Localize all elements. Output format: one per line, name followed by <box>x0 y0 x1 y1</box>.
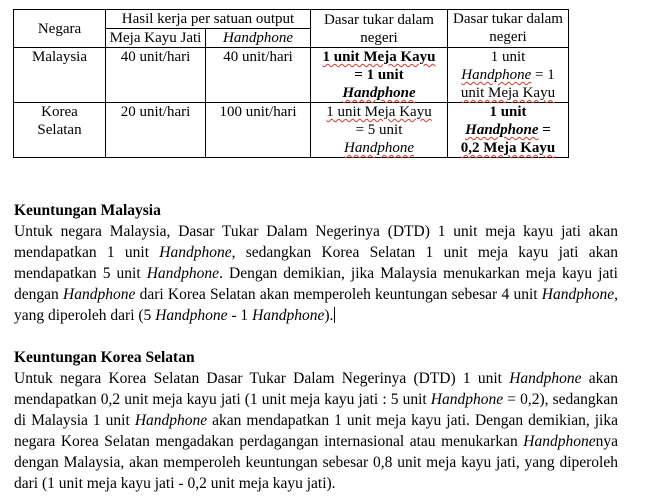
text-run: Untuk negara Malaysia, Dasar Tukar Dalam Negerinya (DTD) 1 unit meja kayu jati akan mendapatkan 1 unit <box>14 223 618 261</box>
header-meja-kayu: Meja Kayu Jati <box>106 29 206 48</box>
cell-text: Handphone <box>344 140 414 156</box>
text-run: Untuk negara Korea Selatan Dasar Tukar Dalam Negerinya (DTD) 1 unit <box>14 370 510 387</box>
text-run: akan mendapatkan 0,2 unit meja kayu jati (1 unit meja kayu jati : 5 unit <box>14 370 618 408</box>
cell-text: unit Meja Kayu <box>460 85 556 101</box>
cell-dtd-1 <box>311 103 448 158</box>
table-row <box>14 103 569 158</box>
header-hasil-kerja: Hasil kerja per satuan output <box>106 10 311 29</box>
text-run: - 1 <box>227 307 253 324</box>
text-run: Handphone <box>146 265 220 282</box>
header-negara: Negara <box>14 10 106 48</box>
cell-hp: 100 unit/hari <box>206 103 311 158</box>
text-run: ). <box>324 307 334 324</box>
text-run: Handphone <box>155 307 228 324</box>
section-title: Keuntungan Malaysia <box>14 202 161 219</box>
cell-dtd-2 <box>448 103 569 158</box>
cell-text: = 5 unit <box>355 122 403 138</box>
section-korea-selatan <box>14 348 618 494</box>
text-run: dari Korea Selatan akan memperoleh keuntungan sebesar 4 unit <box>135 286 542 303</box>
cell-text: = 1 <box>531 67 555 83</box>
cell-negara <box>14 103 106 158</box>
cell-text: 1 unit <box>489 104 527 120</box>
cell-dtd-1 <box>311 48 448 103</box>
section-title: Keuntungan Korea Selatan <box>14 349 195 366</box>
cell-text: = 1 unit <box>354 67 404 83</box>
text-cursor <box>334 307 335 323</box>
cell-text: = <box>538 122 551 138</box>
cell-text: Handphone <box>342 85 416 101</box>
comparison-table <box>13 9 569 158</box>
cell-hp: 40 unit/hari <box>206 48 311 103</box>
header-handphone: Handphone <box>206 29 311 48</box>
text-run: Handphone <box>523 433 596 450</box>
cell-meja: 20 unit/hari <box>106 103 206 158</box>
text-run: Handphone <box>541 286 615 303</box>
text-run: Handphone <box>159 244 232 261</box>
cell-text: Handphone <box>465 122 539 138</box>
cell-dtd-2 <box>448 48 569 103</box>
cell-text: 1 unit Meja Kayu <box>322 49 436 65</box>
text-run: , yang diperoleh dari (5 <box>14 286 618 324</box>
text-run: Handphone <box>430 391 504 408</box>
cell-text: 1 unit <box>490 49 526 65</box>
text-run: . Dengan demikian, jika Malaysia menukarkan meja kayu jati dengan <box>14 265 618 303</box>
cell-negara: Malaysia <box>14 48 106 103</box>
text-run: = 0,2), sedangkan di Malaysia 1 unit <box>14 391 618 429</box>
cell-text: Selatan <box>37 122 82 138</box>
cell-text: Handphone <box>461 67 532 83</box>
text-run: akan mendapatkan 1 unit meja kayu jati. Dengan demikian, jika negara Korea Selatan mengadakan perdagangan internasional atau menukarkan <box>14 412 618 450</box>
text-run: , sedangkan Korea Selatan 1 unit meja kayu jati akan mendapatkan 5 unit <box>14 244 618 282</box>
header-dtd-2: Dasar tukar dalam negeri <box>448 10 569 48</box>
text-run: Handphone <box>134 412 208 429</box>
section-malaysia <box>14 201 618 326</box>
section-paragraph[interactable] <box>14 368 618 494</box>
section-paragraph[interactable] <box>14 221 618 326</box>
text-run: Handphone <box>252 307 325 324</box>
header-dtd-1: Dasar tukar dalam negeri <box>311 10 448 48</box>
table-row <box>14 48 569 103</box>
cell-text: 0,2 Meja Kayu <box>460 140 556 156</box>
text-run: Handphone <box>63 286 136 303</box>
table-header-row <box>14 10 569 29</box>
text-run: nya dengan Malaysia, akan memperoleh keuntungan sebesar 0,8 unit meja kayu jati, yang diperoleh dari (1 unit meja kayu jati - 0,2 unit meja kayu jati). <box>14 433 618 492</box>
cell-meja: 40 unit/hari <box>106 48 206 103</box>
cell-text: Korea <box>41 104 78 120</box>
text-run: Handphone <box>509 370 582 387</box>
cell-text: 1 unit Meja Kayu <box>326 104 432 120</box>
